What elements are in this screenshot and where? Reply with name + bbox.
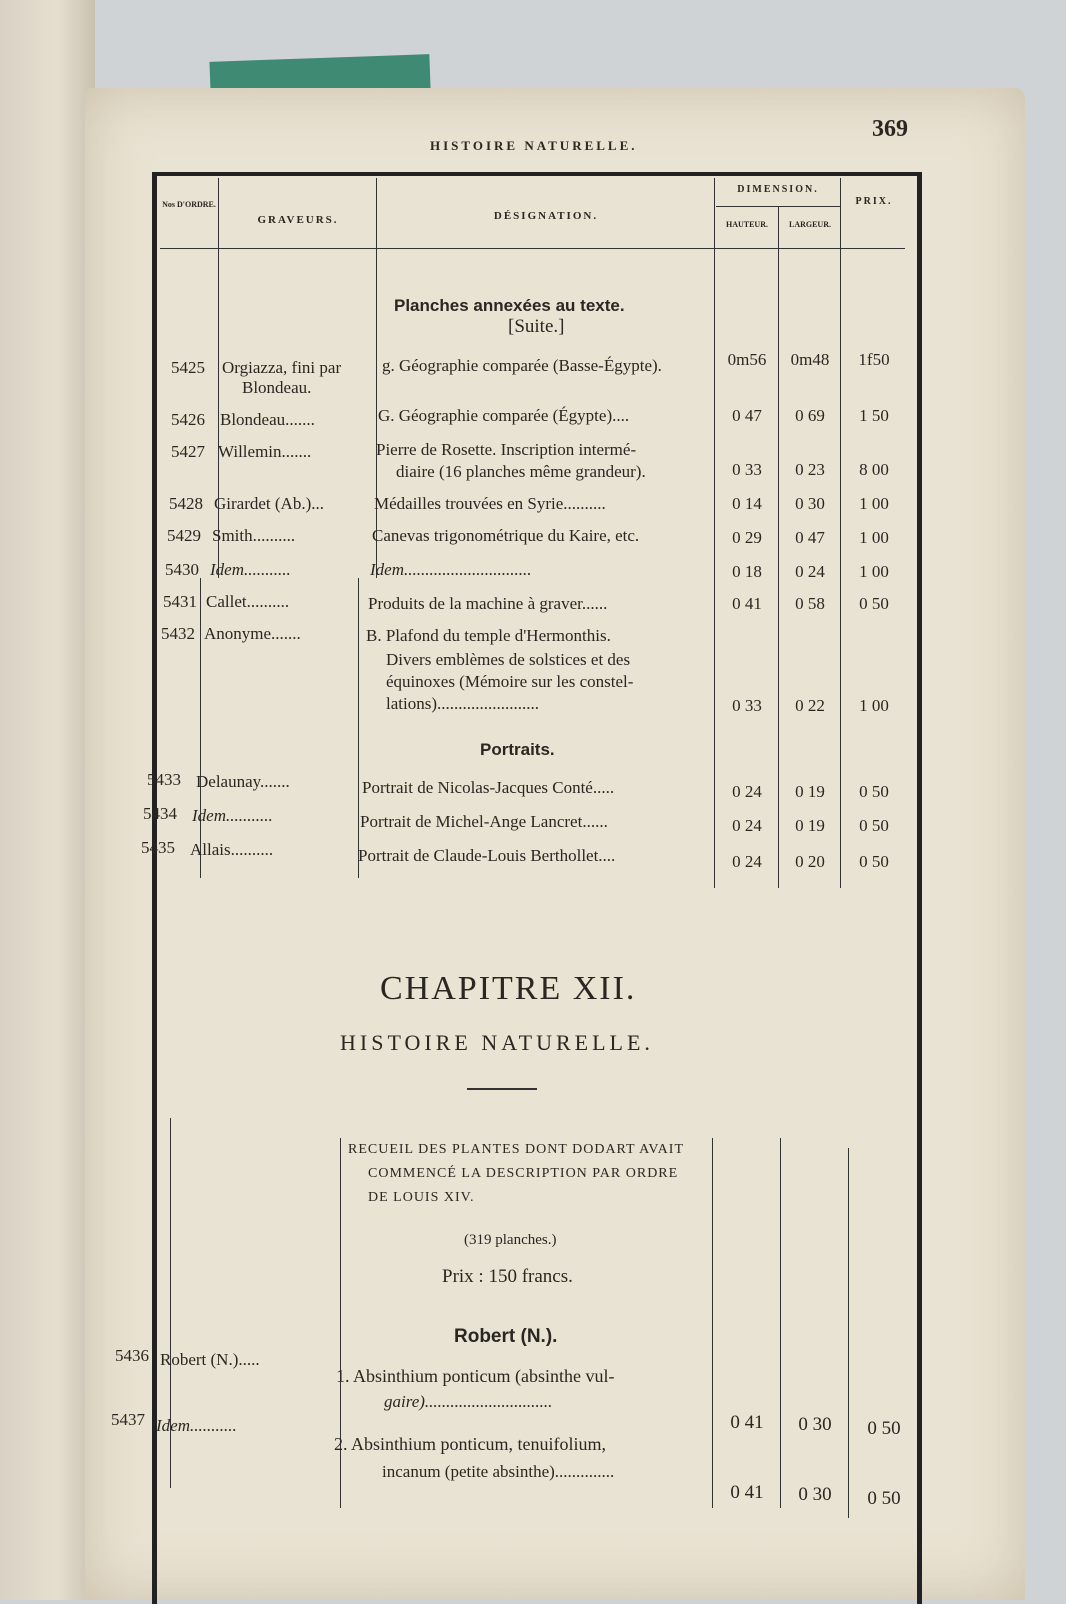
row-designation-line2: incanum (petite absinthe).............. <box>382 1462 615 1481</box>
row-largeur: 0 30 <box>795 494 825 513</box>
row-largeur: 0 19 <box>795 816 825 835</box>
row-prix: 0 50 <box>859 852 889 871</box>
row-prix: 1 00 <box>859 696 889 715</box>
row-prix: 1 50 <box>859 406 889 425</box>
row-num: 5434 <box>143 804 177 823</box>
row-graveur: Girardet (Ab.)... <box>214 494 324 513</box>
recueil-line-1: RECUEIL DES PLANTES DONT DODART AVAIT <box>348 1142 685 1157</box>
row-prix: 0 50 <box>859 782 889 801</box>
row-designation-line3: équinoxes (Mémoire sur les constel- <box>386 672 634 691</box>
row-prix: 0 50 <box>859 594 889 613</box>
row-prix: 1 00 <box>859 494 889 513</box>
row-graveur: Blondeau....... <box>220 410 315 429</box>
row-graveur-line2: Blondeau. <box>242 378 312 397</box>
section-title-planches: Planches annexées au texte. <box>394 296 625 315</box>
header-rule <box>160 248 905 249</box>
section-title-robert: Robert (N.). <box>454 1326 558 1347</box>
col-rule-2b <box>358 578 359 878</box>
row-largeur: 0 69 <box>795 406 825 425</box>
row-hauteur: 0 33 <box>732 460 762 479</box>
row-largeur: 0 22 <box>795 696 825 715</box>
row-graveur: Orgiazza, fini par <box>222 358 342 377</box>
row-graveur: Idem........... <box>156 1416 237 1435</box>
recueil-planches: (319 planches.) <box>464 1232 557 1248</box>
row-hauteur: 0 33 <box>732 696 762 715</box>
row-largeur: 0 30 <box>798 1484 832 1505</box>
row-designation: B. Plafond du temple d'Hermonthis. <box>366 626 611 645</box>
row-num: 5436 <box>115 1346 149 1365</box>
section-title-portraits: Portraits. <box>480 740 555 759</box>
row-designation: Produits de la machine à graver...... <box>368 594 608 613</box>
row-graveur: Willemin....... <box>218 442 312 461</box>
row-designation: Idem.............................. <box>370 560 532 579</box>
row-prix: 8 00 <box>859 460 889 479</box>
row-num: 5432 <box>161 624 195 643</box>
row-designation: 1. Absinthium ponticum (absinthe vul- <box>336 1366 615 1386</box>
col-rule-lower-5 <box>848 1148 849 1518</box>
col-rule-4 <box>778 206 779 888</box>
row-designation: Portrait de Claude-Louis Berthollet.... <box>358 846 616 865</box>
row-graveur: Anonyme....... <box>204 624 301 643</box>
row-designation: Portrait de Michel-Ange Lancret...... <box>360 812 608 831</box>
row-prix: 0 50 <box>867 1418 901 1439</box>
row-num: 5435 <box>141 838 175 857</box>
row-graveur: Robert (N.)..... <box>160 1350 260 1369</box>
row-designation: Médailles trouvées en Syrie.......... <box>374 494 606 513</box>
row-largeur: 0 24 <box>795 562 825 581</box>
row-graveur: Delaunay....... <box>196 772 290 791</box>
recueil-prix: Prix : 150 francs. <box>442 1266 573 1287</box>
row-hauteur: 0 14 <box>732 494 762 513</box>
row-num: 5427 <box>171 442 205 461</box>
col-rule-3 <box>714 178 715 888</box>
row-graveur: Idem........... <box>192 806 273 825</box>
row-hauteur: 0 24 <box>732 782 762 801</box>
row-designation-line2: gaire).............................. <box>384 1392 553 1411</box>
row-largeur: 0 20 <box>795 852 825 871</box>
chapter-subtitle: HISTOIRE NATURELLE. <box>340 1030 654 1055</box>
row-hauteur: 0 47 <box>732 406 762 425</box>
header-hauteur: HAUTEUR. <box>725 220 768 229</box>
recueil-line-2: COMMENCÉ LA DESCRIPTION PAR ORDRE <box>368 1166 679 1181</box>
row-hauteur: 0 41 <box>730 1412 764 1433</box>
col-rule-lower-3 <box>712 1138 713 1508</box>
col-rule-lower-4 <box>780 1138 781 1508</box>
row-hauteur: 0 41 <box>732 594 762 613</box>
row-hauteur: 0m56 <box>727 350 767 369</box>
row-graveur: Callet.......... <box>206 592 290 611</box>
row-designation: g. Géographie comparée (Basse-Égypte). <box>382 356 662 375</box>
row-hauteur: 0 24 <box>732 816 762 835</box>
row-largeur: 0 19 <box>795 782 825 801</box>
row-graveur: Smith.......... <box>212 526 296 545</box>
col-rule-5 <box>840 178 841 888</box>
row-designation-line2: diaire (16 planches même grandeur). <box>396 462 646 481</box>
row-num: 5437 <box>111 1410 145 1429</box>
row-hauteur: 0 41 <box>730 1482 764 1503</box>
page-number: 369 <box>872 116 908 142</box>
row-designation-line2: Divers emblèmes de solstices et des <box>386 650 631 669</box>
header-largeur: LARGEUR. <box>788 220 831 229</box>
row-largeur: 0 23 <box>795 460 825 479</box>
row-num: 5425 <box>171 358 205 377</box>
row-designation: Canevas trigonométrique du Kaire, etc. <box>372 526 640 545</box>
col-rule-1 <box>218 178 219 578</box>
row-largeur: 0m48 <box>790 350 830 369</box>
row-hauteur: 0 18 <box>732 562 762 581</box>
row-prix: 1f50 <box>858 350 890 369</box>
header-num: Nos D'ORDRE. <box>162 200 216 209</box>
row-largeur: 0 30 <box>798 1414 832 1435</box>
row-designation: G. Géographie comparée (Égypte).... <box>378 406 630 425</box>
header-graveurs: GRAVEURS. <box>257 214 339 226</box>
col-rule-2 <box>376 178 377 578</box>
row-num: 5429 <box>167 526 201 545</box>
row-hauteur: 0 29 <box>732 528 762 547</box>
row-prix: 1 00 <box>859 528 889 547</box>
row-designation: Portrait de Nicolas-Jacques Conté..... <box>362 778 615 797</box>
row-designation-line4: lations)........................ <box>386 694 539 713</box>
row-graveur: Allais.......... <box>190 840 274 859</box>
recueil-line-3: DE LOUIS XIV. <box>368 1190 475 1205</box>
chapter-rule <box>467 1088 537 1090</box>
header-prix: PRIX. <box>855 196 893 207</box>
chapter-title: CHAPITRE XII. <box>380 970 637 1007</box>
header-designation: DÉSIGNATION. <box>493 210 599 222</box>
row-num: 5426 <box>171 410 205 429</box>
section-subtitle: [Suite.] <box>508 316 565 337</box>
row-largeur: 0 58 <box>795 594 825 613</box>
header-dimension: DIMENSION. <box>737 184 819 195</box>
row-hauteur: 0 24 <box>732 852 762 871</box>
facing-page <box>0 0 95 1600</box>
row-num: 5430 <box>165 560 199 579</box>
row-prix: 0 50 <box>867 1488 901 1509</box>
row-largeur: 0 47 <box>795 528 825 547</box>
row-num: 5428 <box>169 494 203 513</box>
col-rule-1b <box>200 578 201 878</box>
row-prix: 1 00 <box>859 562 889 581</box>
row-graveur: Idem........... <box>210 560 291 579</box>
row-designation: Pierre de Rosette. Inscription intermé- <box>376 440 637 459</box>
row-designation: 2. Absinthium ponticum, tenuifolium, <box>334 1434 606 1454</box>
row-prix: 0 50 <box>859 816 889 835</box>
row-num: 5431 <box>163 592 197 611</box>
running-head: HISTOIRE NATURELLE. <box>430 138 638 153</box>
row-num: 5433 <box>147 770 181 789</box>
